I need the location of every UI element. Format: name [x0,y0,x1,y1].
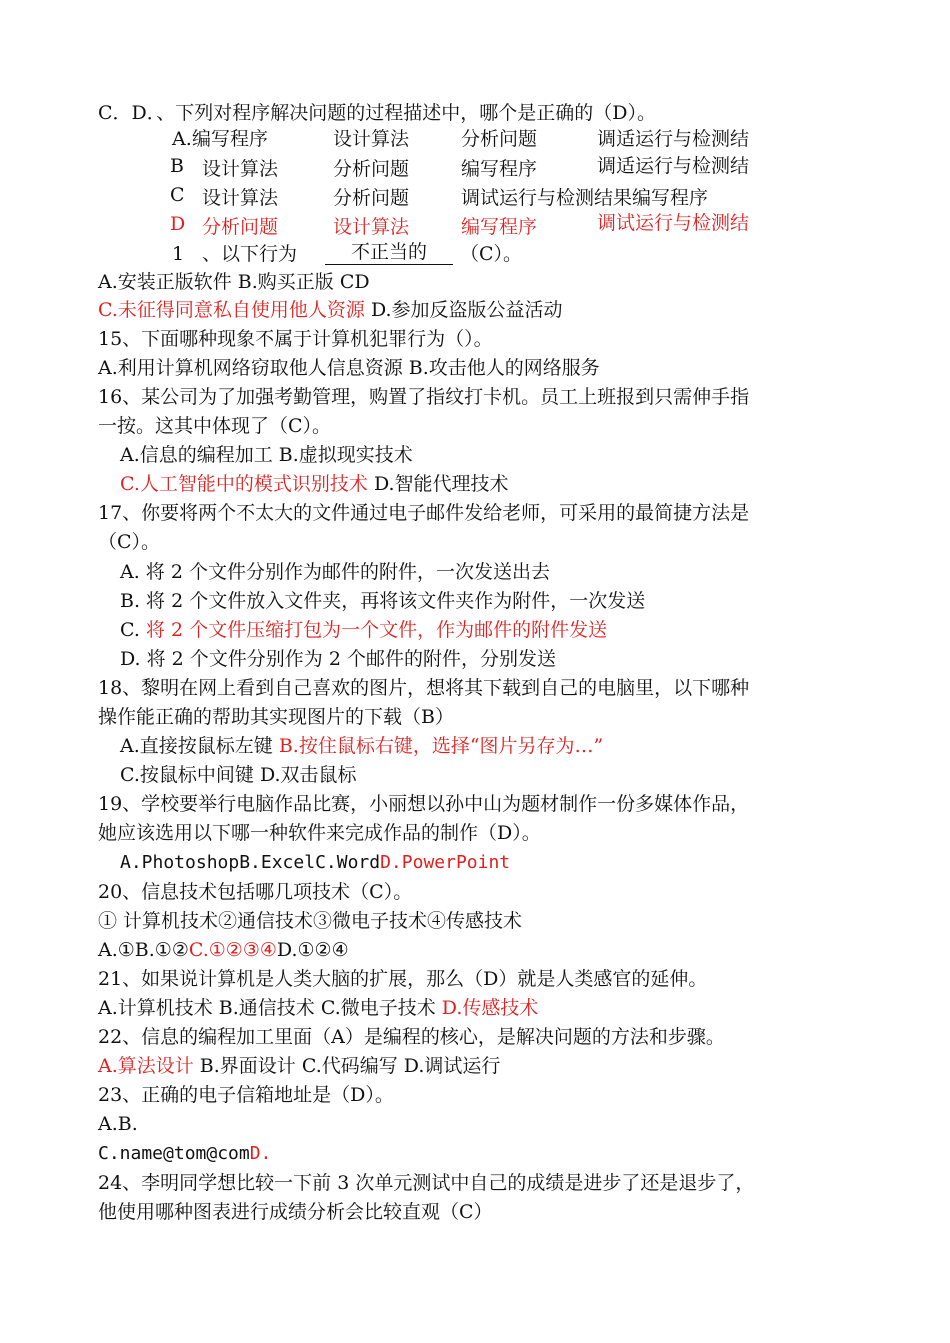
option-step-1: 编写程序 [192,128,269,150]
question-17-stem-line1: 17、你要将两个不太大的文件通过电子邮件发给老师，可采用的最简捷方法是 [98,502,750,524]
question-17-option-a: A. 将 2 个文件分别作为邮件的附件，一次发送出去 [120,561,550,583]
option-step-2: 设计算法 [333,216,410,238]
question-16-stem-line1: 16、某公司为了加强考勤管理，购置了指纹打卡机。员工上班报到只需伸手指 [98,386,750,408]
answer-option-d: D. [249,1143,272,1164]
options-bcd: B.界面设计 C.代码编写 D.调试运行 [193,1055,501,1077]
question-18-options-cd: C.按鼠标中间键 D.双击鼠标 [120,764,357,786]
question-16-options-ab: A.信息的编程加工 B.虚拟现实技术 [120,444,413,466]
question-17-stem-line2: （C）。 [98,531,161,553]
question-23-options-cd [98,1142,271,1166]
question-24-stem-line1: 24、李明同学想比较一下前 3 次单元测试中自己的成绩是进步了还是退步了， [98,1172,755,1194]
answer-option-a: A.算法设计 [98,1055,194,1077]
question-20-options [98,938,349,962]
option-d: D.参加反盗版公益活动 [364,299,563,321]
improper-options-cd [98,298,563,322]
question-18-stem-line1: 18、黎明在网上看到自己喜欢的图片，想将其下载到自己的电脑里，以下哪种 [98,677,750,699]
option-a: A.直接按鼠标左键 [120,735,279,757]
option-step-1: 分析问题 [202,216,279,238]
question-number: 1 [172,243,185,265]
option-label: B [170,155,184,177]
question-18-stem-line2: 操作能正确的帮助其实现图片的下载（B） [98,706,454,728]
answer-option-b: B.按住鼠标右键，选择“图片另存为…” [278,735,604,757]
question-17-option-b: B. 将 2 个文件放入文件夹，再将该文件夹作为附件，一次发送 [120,590,646,612]
question-20-items: ① 计算机技术②通信技术③微电子技术④传感技术 [98,910,523,932]
options-abc: A.PhotoshopB.ExcelC.Word [120,852,381,873]
question-suffix: （C）。 [460,243,523,265]
question-23-stem: 23、正确的电子信箱地址是（D）。 [98,1084,394,1106]
improper-options-ab: A.安装正版软件 B.购买正版 CD [98,271,370,293]
question-19-stem-line1: 19、学校要举行电脑作品比赛，小丽想以孙中山为题材制作一份多媒体作品， [98,793,750,815]
question-18-options-ab [120,734,603,758]
question-23-options-ab: A.B. [98,1113,138,1135]
question-19-stem-line2: 她应该选用以下哪一种软件来完成作品的制作（D）。 [98,822,541,844]
option-step-2: 设计算法 [333,128,410,150]
option-step-3: 编写程序 [461,216,538,238]
option-step-4: 调适运行与检测结 [597,155,750,177]
question-24-stem-line2: 他使用哪种图表进行成绩分析会比较直观（C） [98,1201,493,1223]
answer-option-c: C.①②③④ [188,939,277,961]
question-16-options-cd [120,472,509,496]
question-17-option-c [120,618,607,642]
answer-option-c: C.人工智能中的模式识别技术 [120,473,368,495]
question-20-stem: 20、信息技术包括哪几项技术（C）。 [98,881,413,903]
question-15-stem: 15、下面哪种现象不属于计算机犯罪行为（）。 [98,328,493,350]
option-label: A. [172,128,192,150]
option-d: D.①②④ [276,939,349,961]
option-label: D [170,213,186,235]
question-19-options [120,851,510,875]
option-label: C. [120,619,146,641]
question-22-options [98,1054,500,1078]
option-label: C [170,184,185,206]
option-step-2: 分析问题 [333,158,410,180]
answer-option-c: 将 2 个文件压缩打包为一个文件，作为邮件的附件发送 [145,619,608,641]
answer-option-d: D.PowerPoint [380,852,511,873]
question-16-stem-line2: 一按。这其中体现了（C）。 [98,415,332,437]
option-step-1: 设计算法 [202,187,279,209]
options-abc: A.计算机技术 B.通信技术 C.微电子技术 [98,997,442,1019]
option-step-3: 分析问题 [461,128,538,150]
option-d: D.智能代理技术 [367,473,509,495]
option-step-1: 设计算法 [202,158,279,180]
option-c: C.name@tom@com [98,1143,250,1164]
underlined-blank: 不正当的 [325,240,453,265]
option-step-3: 调试运行与检测结果编写程序 [461,187,709,209]
question-steps-stem: C．D．、下列对程序解决问题的过程描述中，哪个是正确的（D）。 [98,102,657,124]
question-17-option-d: D. 将 2 个文件分别作为 2 个邮件的附件，分别发送 [120,648,556,670]
question-21-options [98,996,538,1020]
answer-option-c: C.未征得同意私自使用他人资源 [98,299,365,321]
question-prefix: 、以下行为 [202,243,298,265]
option-step-4: 调适运行与检测结 [597,128,750,150]
option-step-4: 调试运行与检测结 [597,212,750,234]
question-15-options: A.利用计算机网络窃取他人信息资源 B.攻击他人的网络服务 [98,357,600,379]
answer-option-d: D.传感技术 [441,997,539,1019]
options-ab: A.①B.①② [98,939,189,961]
option-step-2: 分析问题 [333,187,410,209]
option-step-3: 编写程序 [461,158,538,180]
question-21-stem: 21、如果说计算机是人类大脑的扩展，那么（D）就是人类感官的延伸。 [98,968,708,990]
question-22-stem: 22、信息的编程加工里面（A）是编程的核心，是解决问题的方法和步骤。 [98,1026,725,1048]
